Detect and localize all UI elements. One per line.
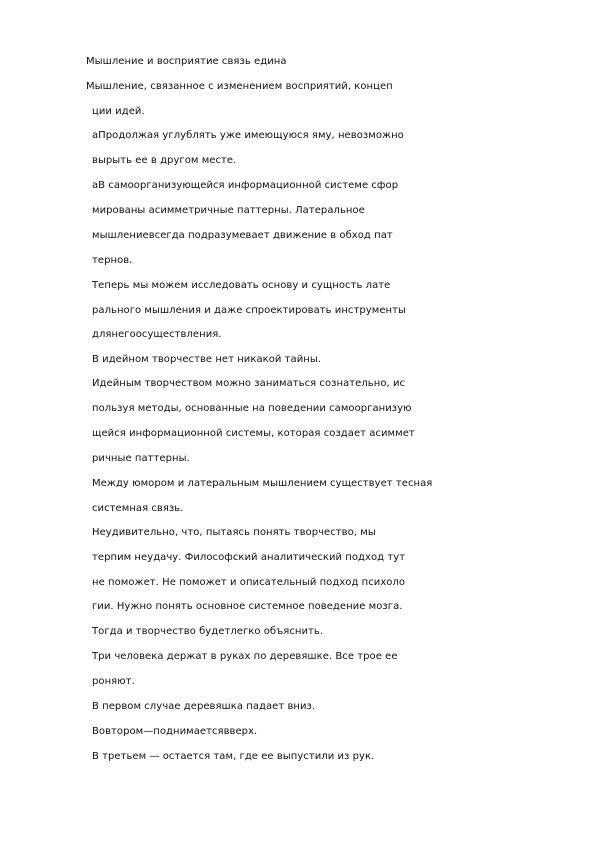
text-line: В первом случае деревяшка падает вниз. (92, 701, 316, 712)
text-line: Мышление, связанное с изменением восприятий, концеп (86, 81, 393, 92)
text-line: Вовтором—поднимаетсявверх. (92, 726, 258, 737)
text-line: Три человека держат в руках по деревяшке. Все трое ее (92, 651, 398, 662)
text-line: не поможет. Не поможет и описательный подход психоло (92, 577, 406, 588)
text-line: Теперь мы можем исследовать основу и сущность лате (92, 280, 391, 291)
text-line: щейся информационной системы, которая создает асиммет (92, 428, 415, 439)
text-line: длянегоосуществления. (92, 329, 222, 340)
text-line: мышлениевсегда подразумевает движение в обход пат (92, 230, 393, 241)
text-line: рального мышления и даже спроектировать инструменты (92, 305, 406, 316)
text-line: В третьем — остается там, где ее выпустили из рук. (92, 751, 375, 762)
text-line: ричные паттерны. (92, 453, 190, 464)
text-line: аПродолжая углублять уже имеющуюся яму, невозможно (92, 130, 404, 141)
text-line: В идейном творчестве нет никакой тайны. (92, 354, 322, 365)
text-line: аВ самоорганизующейся информационной системе сфор (92, 180, 399, 191)
text-line: системная связь. (92, 503, 184, 514)
text-line: Неудивительно, что, пытаясь понять творчество, мы (92, 527, 376, 538)
text-line: Тогда и творчество будетлегко объяснить. (92, 626, 324, 637)
text-line: гии. Нужно понять основное системное поведение мозга. (92, 601, 403, 612)
text-line: Идейным творчеством можно заниматься сознательно, ис (92, 378, 406, 389)
text-line: Между юмором и латеральным мышлением существует тесная (92, 478, 433, 489)
text-line: терпим неудачу. Философский аналитический подход тут (92, 552, 406, 563)
text-line: вырыть ее в другом месте. (92, 155, 237, 166)
text-line: пользуя методы, основанные на поведении самоорганизую (92, 403, 412, 414)
text-line: тернов. (92, 255, 133, 266)
text-line: роняют. (92, 676, 135, 687)
document-heading: Мышление и восприятие связь едина (86, 56, 287, 67)
text-line: мированы асимметричные паттерны. Латеральное (92, 205, 365, 216)
text-line: ции идей. (92, 106, 145, 117)
